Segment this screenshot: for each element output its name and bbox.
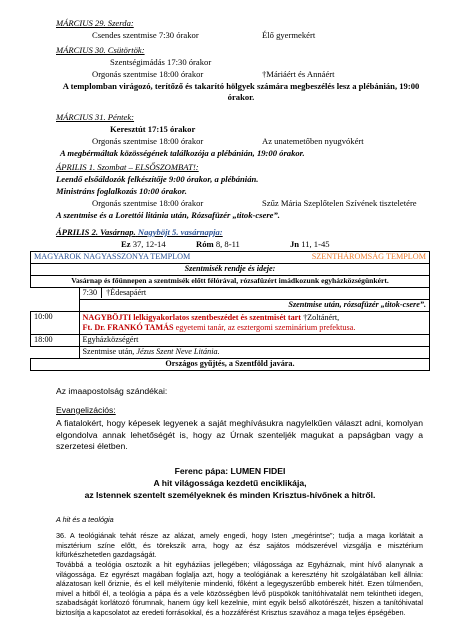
row-time: 10:00	[31, 312, 80, 335]
church-left-name: MAGYAROK NAGYASSZONYA TEMPLOM	[34, 252, 191, 262]
priest-name: Ft. Dr. FRANKÓ TAMÁS	[82, 323, 174, 332]
table-row-1000	[79, 312, 430, 335]
prayer-intentions-intro: Az imaapostolság szándékai:	[56, 386, 168, 396]
rosary-exchange-notice: A szentmise és a Lorettói litánia után, Rózsafüzér „titok-csere”.	[56, 210, 280, 220]
reading-3-ref: 11, 1-45	[301, 239, 330, 249]
table-cell-empty	[31, 300, 80, 312]
day-heading-main: ÁPRILIS 2. Vasárnap.	[56, 227, 136, 237]
mass-intention: Élő gyermekért	[262, 30, 316, 40]
reading-2	[196, 239, 240, 249]
national-collection: Országos gyűjtés, a Szentföld javára.	[31, 359, 430, 371]
mass-schedule-table	[30, 251, 430, 371]
row-time: 7:30	[82, 288, 98, 298]
mass-intention: †Máriáért és Annáért	[262, 69, 335, 79]
reading-1-book: Ez	[121, 239, 131, 249]
rosary-note: Vasárnap és főünnepen a szentmisék előtt félórával, rózsafüzért imádkozunk egyházközségünkért.	[31, 276, 430, 288]
section-heading: A hit és a teológia	[56, 515, 114, 524]
encyclical-title: Ferenc pápa: LUMEN FIDEI	[174, 466, 286, 476]
reading-2-book: Róm	[196, 239, 214, 249]
reading-3-book: Jn	[290, 239, 300, 249]
encyclical-paragraph-36: 36. A teológiának tehát része az alázat, amely engedi, hogy Isten „megérintse”; tudja a maga korlátait a misztérium színe előtt, és törekszik arra, hogy az ész sajátos módszerével vizsgálja e misztérium kifürkészhetetlen gazdagságát.	[56, 531, 423, 560]
mass-intention: Az unatemetőben nyugvókért	[262, 136, 364, 146]
row-time: 18:00	[31, 335, 80, 347]
row-intention: Egyházközségért	[79, 335, 430, 347]
retreat-title: NAGYBÖJTI lelkigyakorlatos szentbeszédet és szentmisét tart	[82, 312, 302, 322]
encyclical-addressees: az Istennek szentelt személyeknek és minden Krisztus-hívőnek a hitről.	[84, 490, 376, 500]
cleaning-meeting-notice: A templomban virágozó, terítőző és takarító hölgyek számára megbeszélés lesz a plébánián, 19:00 órakor.	[62, 81, 420, 102]
encyclical-paragraph-continued: Továbbá a teológia osztozik a hit egyháziias jellegében; világossága az Egyháznak, mint hívő alanynak a világossága. Ez egyrészt magában foglalja azt, hogy a teológiának a keresztény hit szolgálatában kell állnia: alázatosan kell őriznie, és el kell mélyítenie mindenki, főként a legegyszerűbb emberek hitét. Ezen túlmenően, mivel a hitből él, a teológia a pápa és a vele közösségben lévő püspökök tanítóhivatalát nem tekintheti idegen, szabadságát korlátozó fórumnak, hanem úgy kell kezelnie, mint egyik belső alkotórészét, hiszen a tanítóhivatal biztosítja a kapcsolatot az eredeti forrásokkal, és a hozzáférést Krisztus szavához a maga teljes épségében.	[56, 560, 423, 617]
table-row-730	[79, 288, 430, 300]
reading-1-ref: 37, 12-14	[132, 239, 166, 249]
prayer-text: A fiatalokért, hogy képesek legyenek a saját meghívásukra nagylelkűen választ adni, komolyan elgondolva annak lehetőségét is, hogy az Úrnak szenteljék magukat a papságban vagy a szerzetesi életben.	[56, 418, 423, 452]
litany-name: Jézus Szent Neve Litánia.	[136, 347, 220, 357]
altar-server-meeting: Ministráns foglalkozás 10:00 órakor.	[56, 186, 187, 196]
adoration-time: Szentségimádás 17:30 órakor	[110, 57, 212, 67]
row-intention: †Édesapáért	[106, 288, 147, 298]
mass-time: Orgonás szentmise 18:00 órakor	[92, 136, 204, 146]
schedule-title: Szentmisék rendje és ideje:	[31, 264, 430, 276]
priest-description: egyetemi tanár, az esztergomi szeminárium prefektusa.	[175, 323, 356, 332]
day-heading-march-29: MÁRCIUS 29. Szerda:	[56, 18, 134, 28]
stations-of-cross-time: Keresztút 17:15 órakor	[110, 124, 196, 134]
prayer-heading: Evangelizációs:	[56, 405, 116, 415]
first-communion-prep: Leendő elsőáldozók felkészítője 9:00 órakor, a plébánián.	[56, 174, 259, 184]
day-heading-april-1: ÁPRILIS 1. Szombat – ELSŐSZOMBAT!:	[56, 162, 199, 172]
reading-2-ref: 8, 8-11	[215, 239, 240, 249]
day-heading-march-31: MÁRCIUS 31. Péntek:	[56, 112, 135, 122]
mass-time: Csendes szentmise 7:30 órakor	[92, 30, 199, 40]
encyclical-subtitle: A hit világossága kezdetű enciklikája,	[153, 478, 307, 488]
church-right-name: SZENTHÁROMSÁG TEMPLOM	[311, 252, 426, 262]
table-cell-empty	[31, 347, 80, 359]
reading-1	[121, 239, 166, 249]
day-heading-march-30: MÁRCIUS 30. Csütörtök:	[56, 45, 145, 55]
row-intention: †Zoltánért,	[303, 312, 340, 322]
table-header-churches	[31, 252, 430, 264]
row-after-mass	[79, 347, 430, 359]
row-after-mass: Szentmise után, rózsafüzér „titok-csere”.	[79, 300, 430, 312]
mass-time: Orgonás szentmise 18:00 órakor	[92, 69, 204, 79]
mass-time: Orgonás szentmise 18:00 órakor	[92, 198, 204, 208]
mass-intention: Szűz Mária Szeplőtelen Szívének tiszteletére	[262, 198, 417, 208]
day-heading-april-2	[56, 227, 223, 237]
reading-3	[290, 239, 330, 249]
day-heading-sub: Nagyböjt 5. vasárnapja:	[137, 227, 223, 237]
after-mass-prefix: Szentmise után,	[82, 347, 135, 357]
confirmed-meeting-notice: A megbérmáltak közösségének találkozója a plébánián, 19:00 órakor.	[60, 148, 305, 158]
table-cell-empty	[31, 288, 80, 300]
